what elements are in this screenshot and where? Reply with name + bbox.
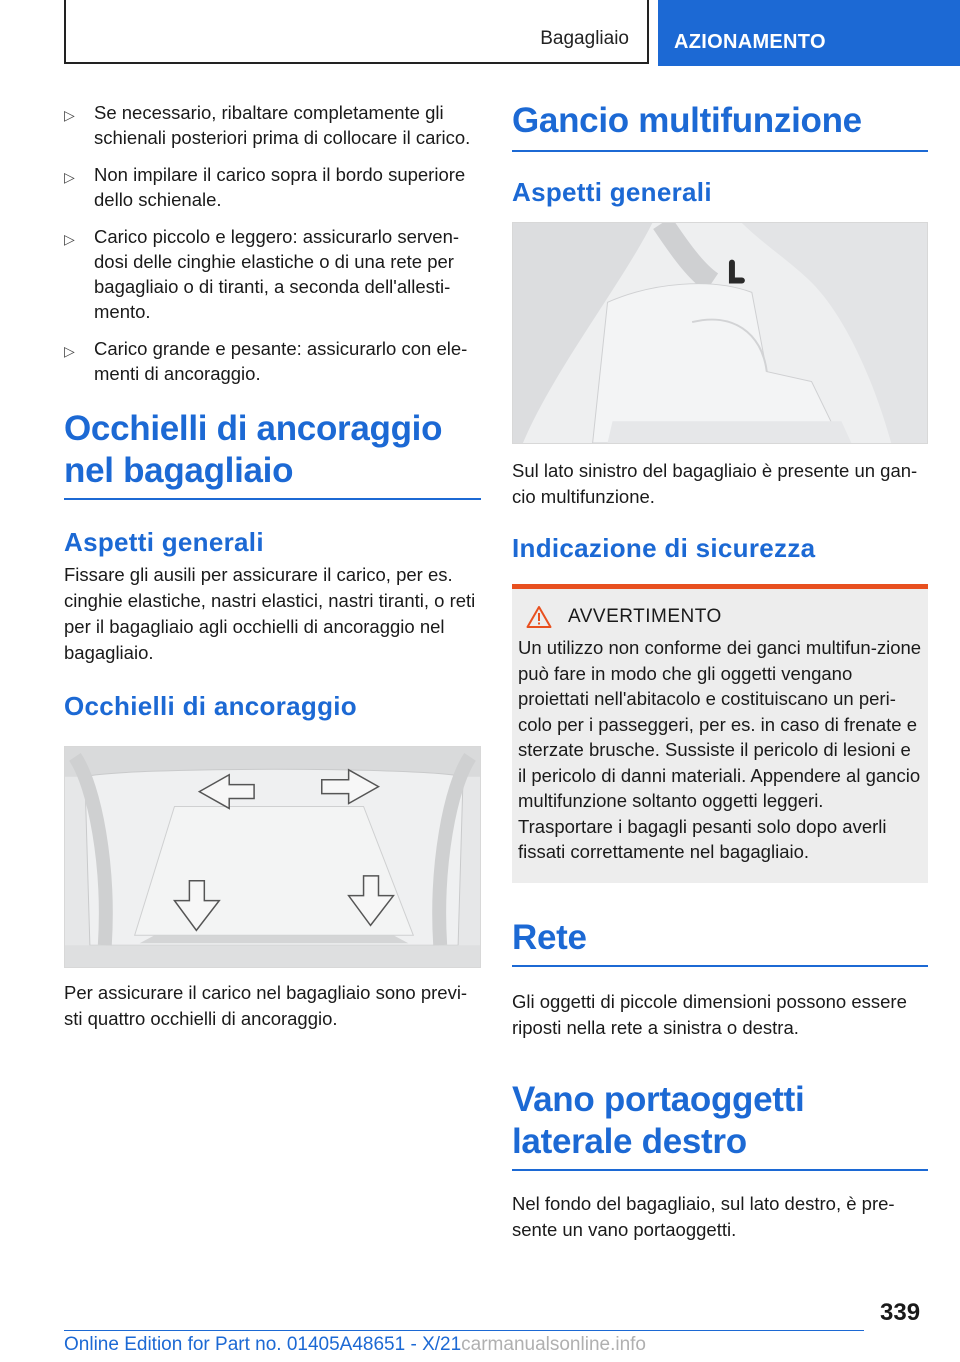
- left-column: [64, 100, 481, 1032]
- heading-occhielli-bagagliaio: Occhielli di ancoraggio nel bagagliaio: [64, 408, 481, 500]
- bullet-list: [64, 100, 481, 386]
- trunk-anchor-photo: [64, 746, 481, 968]
- heading-indicazione-sicurezza: Indicazione di sicurezza: [512, 533, 816, 563]
- header-chapter-title: AZIONAMENTO: [674, 31, 826, 53]
- triangle-bullet-icon: ▷: [64, 169, 75, 185]
- warning-title: AVVERTIMENTO: [568, 606, 722, 627]
- right-column: [512, 100, 928, 1243]
- list-item: ▷ Se necessario, ribaltare completamente gli schienali posteriori prima di collocare il carico.: [64, 102, 471, 148]
- list-item: ▷ Non impilare il carico sopra il bordo superiore dello schienale.: [64, 164, 466, 210]
- heading-aspetti-generali: Aspetti generali: [64, 527, 264, 557]
- heading-aspetti-generali-right: Aspetti generali: [512, 177, 712, 207]
- header-left-frame: [64, 0, 649, 64]
- heading-vano-portaoggetti: Vano portaoggetti laterale destro: [512, 1079, 928, 1171]
- header-chapter-tab[interactable]: [658, 0, 960, 66]
- list-item: ▷ Carico grande e pesante: assicurarlo con ele-menti di ancoraggio.: [64, 338, 468, 384]
- page-number: 339: [880, 1299, 921, 1326]
- multifunction-hook-photo: [512, 222, 928, 444]
- text-assicurare: Per assicurare il carico nel bagagliaio sono previ-sti quattro occhielli di ancoraggio.: [64, 982, 468, 1029]
- text-rete: Gli oggetti di piccole dimensioni possono essere riposti nella rete a sinistra o destra.: [512, 990, 907, 1038]
- text-fissare: Fissare gli ausili per assicurare il carico, per es. cinghie elastiche, nastri elastici, nastri tiranti, o reti per il bagagliaio agli occhielli di ancoraggio nel bagagliaio.: [64, 564, 476, 663]
- footer-watermark: carmanualsonline.info: [461, 1334, 646, 1355]
- hook-illustration: [513, 223, 927, 443]
- trunk-illustration: [65, 747, 480, 967]
- footer-divider: [64, 1330, 864, 1331]
- warning-header: [518, 605, 922, 629]
- footer-edition: [64, 1334, 646, 1356]
- footer-edition-text: Online Edition for Part no. 01405A48651 - X/21: [64, 1334, 462, 1355]
- text-vano: Nel fondo del bagagliaio, sul lato destro, è pre-sente un vano portaoggetti.: [512, 1192, 895, 1240]
- triangle-bullet-icon: ▷: [64, 231, 75, 247]
- header-section-title: Bagagliaio: [540, 28, 629, 49]
- heading-occhielli-ancoraggio: Occhielli di ancoraggio: [64, 691, 357, 721]
- warning-text: Un utilizzo non conforme dei ganci multifun-zione può fare in modo che gli oggetti vengano proiettati nell'abitacolo e costituiscano un peri-colo per i passeggeri, per es. in caso di frenate e sterzate brusche. Sussiste il pericolo di lesioni e il pericolo di danni materiali. Appendere al gancio multifunzione soltanto oggetti leggeri. Trasportare i bagagli pesanti solo dopo averli fissati correttamente nel bagagliaio.: [518, 637, 922, 862]
- text-sul-lato: Sul lato sinistro del bagagliaio è presente un gan-cio multifunzione.: [512, 460, 918, 507]
- heading-rete: Rete: [512, 917, 928, 967]
- triangle-bullet-icon: ▷: [64, 343, 75, 359]
- list-item: ▷ Carico piccolo e leggero: assicurarlo serven-dosi delle cinghie elastiche o di una rete per bagagliaio o di tiranti, a seconda dell'allesti-mento.: [64, 226, 460, 322]
- warning-triangle-icon: [526, 605, 552, 629]
- heading-gancio-multifunzione: Gancio multifunzione: [512, 100, 928, 152]
- triangle-bullet-icon: ▷: [64, 107, 75, 123]
- warning-box: [512, 584, 928, 883]
